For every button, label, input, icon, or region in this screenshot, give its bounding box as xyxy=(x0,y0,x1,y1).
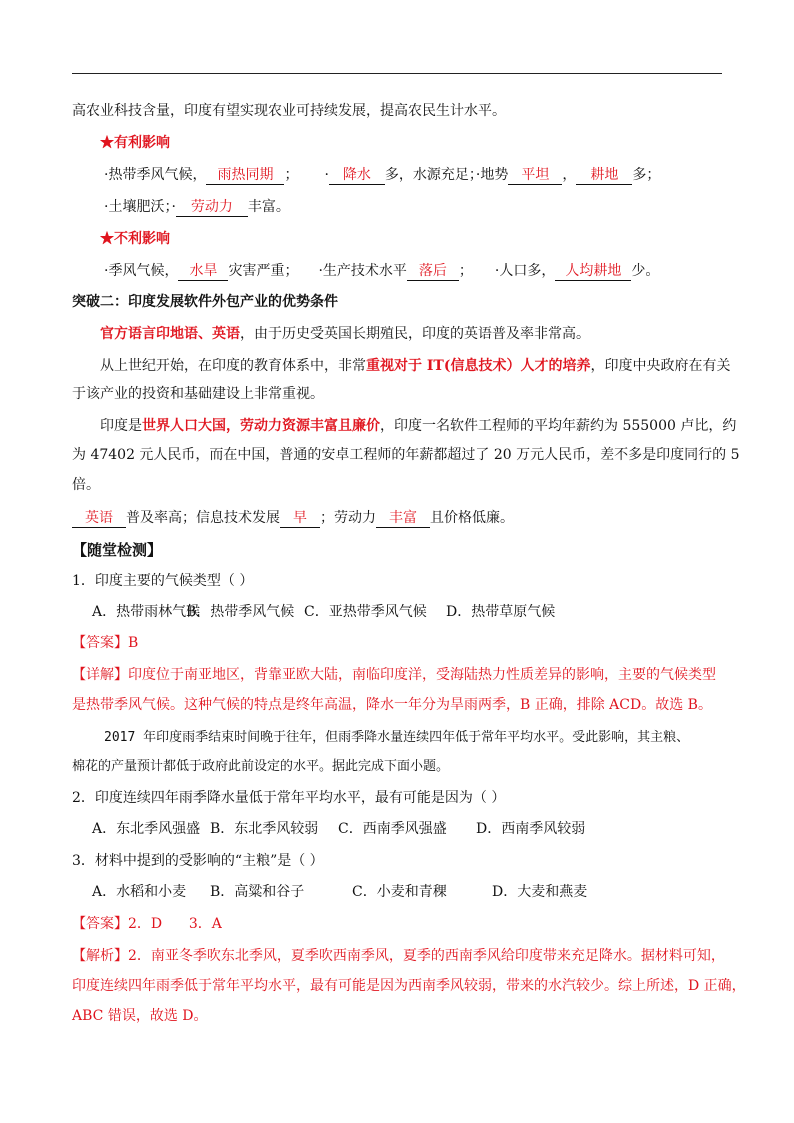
text: ； xyxy=(284,167,299,183)
option-b: B．高粱和谷子 xyxy=(210,884,305,900)
option-c: C．西南季风强盛 xyxy=(338,821,447,837)
highlight: 世界人口大国，劳动力资源丰富且廉价 xyxy=(142,418,380,434)
option-a: A．东北季风强盛 xyxy=(92,821,201,837)
text: ·季风气候， xyxy=(104,263,179,279)
question-3-options xyxy=(92,882,752,902)
quiz-heading: 【随堂检测】 xyxy=(72,541,163,559)
text: ，印度一名软件工程师的平均年薪约为 555000 卢比，约 xyxy=(380,418,737,434)
blank-answer: 雨热同期 xyxy=(206,167,284,185)
blank-answer: 降水 xyxy=(329,167,385,185)
blank-answer: 耕地 xyxy=(576,167,632,185)
text: ； xyxy=(458,263,473,279)
paragraph-2-line-2: 于该产业的投资和基础建设上非常重视。 xyxy=(72,386,324,402)
text: 多，水源充足；·地势 xyxy=(384,167,509,183)
highlight: 重视对于 IT(信息技术）人才的培养 xyxy=(366,358,591,374)
unfavorable-line xyxy=(104,261,764,281)
blank-answer: 平坦 xyxy=(508,167,562,185)
option-a: A．热带雨林气候 xyxy=(92,604,201,620)
text: 印度是 xyxy=(100,418,142,434)
text: ·土壤肥沃；· xyxy=(104,199,176,215)
option-b: B．东北季风较弱 xyxy=(210,821,319,837)
favorable-heading: ★有利影响 xyxy=(100,135,170,151)
favorable-line-1 xyxy=(104,165,764,185)
text: · xyxy=(324,167,329,183)
text: ，由于历史受英国长期殖民，印度的英语普及率非常高。 xyxy=(240,326,590,342)
material-line-2: 棉花的产量预计都低于政府此前设定的水平。据此完成下面小题。 xyxy=(72,759,450,774)
section-title: 突破二：印度发展软件外包产业的优势条件 xyxy=(72,294,338,310)
paragraph-3-line-3: 倍。 xyxy=(72,477,100,493)
blank-answer: 早 xyxy=(280,510,320,528)
analysis-line-3: ABC 错误，故选 D。 xyxy=(72,1008,208,1024)
text: ·人口多， xyxy=(494,263,556,279)
paragraph-2-line-1 xyxy=(100,356,760,376)
option-b: B．热带季风气候 xyxy=(186,604,295,620)
option-a: A．水稻和小麦 xyxy=(92,884,187,900)
explanation-1-line-1: 【详解】印度位于南亚地区，背靠亚欧大陆，南临印度洋，受海陆热力性质差异的影响，主要的气候类型 xyxy=(72,667,716,683)
text: ， xyxy=(562,167,577,183)
text: 灾害严重； xyxy=(228,263,299,279)
option-c: C．亚热带季风气候 xyxy=(304,604,427,620)
blank-answer: 丰富 xyxy=(376,510,430,528)
option-d: D．大麦和燕麦 xyxy=(492,884,588,900)
question-2: 2．印度连续四年雨季降水量低于常年平均水平，最有可能是因为（ ） xyxy=(72,790,506,806)
text: ，印度中央政府在有关 xyxy=(590,358,731,374)
answer-2-3: 【答案】2．D 3．A xyxy=(72,916,222,932)
paragraph-3-line-2: 为 47402 元人民币，而在中国，普通的安卓工程师的年薪都超过了 20 万元人民币，差不多是印度同行的 5 xyxy=(72,447,740,463)
intro-line: 高农业科技含量，印度有望实现农业可持续发展，提高农民生计水平。 xyxy=(72,103,506,119)
text: 且价格低廉。 xyxy=(430,510,514,526)
analysis-line-1: 【解析】2．南亚冬季吹东北季风，夏季吹西南季风，夏季的西南季风给印度带来充足降水。据材料可知， xyxy=(72,948,725,964)
header-rule xyxy=(72,73,722,74)
favorable-line-2 xyxy=(104,197,764,217)
text: 丰富。 xyxy=(247,199,290,215)
paragraph-3-line-1 xyxy=(100,416,760,436)
text: 多； xyxy=(632,167,661,183)
text: 普及率高；信息技术发展 xyxy=(126,510,280,526)
option-d: D．西南季风较弱 xyxy=(476,821,586,837)
text: ；劳动力 xyxy=(320,510,376,526)
blank-answer: 劳动力 xyxy=(176,199,248,217)
text: 少。 xyxy=(631,263,660,279)
question-1: 1．印度主要的气候类型（ ） xyxy=(72,573,254,589)
blank-answer: 水旱 xyxy=(178,263,228,281)
question-2-options xyxy=(92,819,752,839)
paragraph-1 xyxy=(100,324,760,344)
highlight: 官方语言印地语、英语 xyxy=(100,326,240,342)
option-d: D．热带草原气候 xyxy=(446,604,556,620)
question-1-options xyxy=(92,602,752,622)
unfavorable-heading: ★不利影响 xyxy=(100,231,170,247)
text: ·生产技术水平 xyxy=(318,263,407,279)
question-3: 3．材料中提到的受影响的“主粮”是（ ） xyxy=(72,853,324,869)
answer-1: 【答案】B xyxy=(72,635,139,651)
material-line-1: 2017 年印度雨季结束时间晚于往年，但雨季降水量连续四年低于常年平均水平。受此影响，其主粮、 xyxy=(104,730,690,745)
summary-line xyxy=(72,508,732,528)
blank-answer: 人均耕地 xyxy=(555,263,631,281)
blank-answer: 英语 xyxy=(72,510,126,528)
option-c: C．小麦和青稞 xyxy=(352,884,447,900)
text: 从上世纪开始，在印度的教育体系中，非常 xyxy=(100,358,366,374)
explanation-1-line-2: 是热带季风气候。这种气候的特点是终年高温，降水一年分为旱雨两季，B 正确，排除 ACD。故选 B。 xyxy=(72,697,712,713)
text: ·热带季风气候， xyxy=(104,167,207,183)
analysis-line-2: 印度连续四年雨季低于常年平均水平，最有可能是因为西南季风较弱，带来的水汽较少。综上所述，D 正确， xyxy=(72,978,746,994)
blank-answer: 落后 xyxy=(407,263,459,281)
